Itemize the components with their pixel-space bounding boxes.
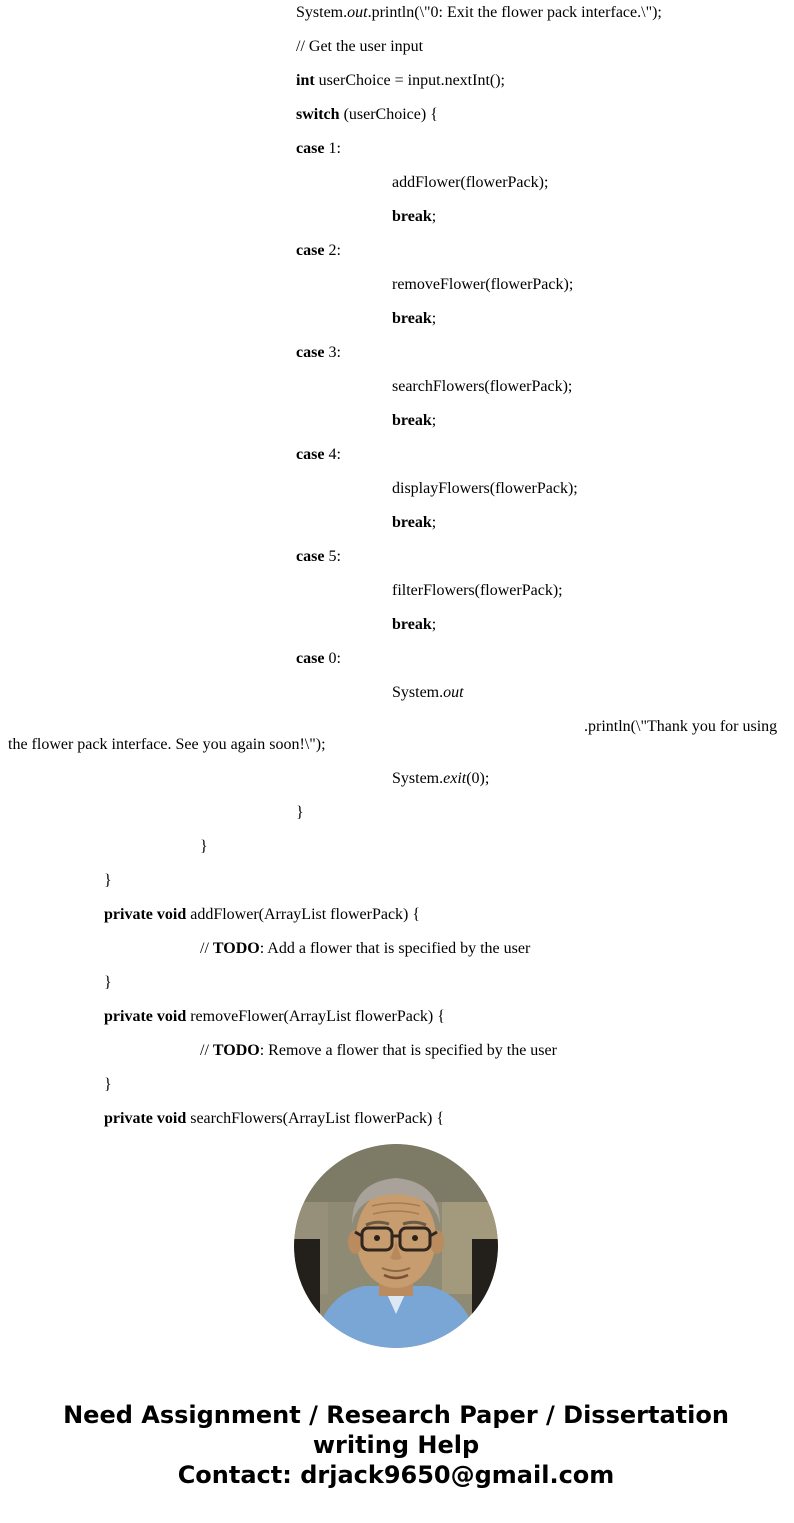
footer-help-line2: writing Help xyxy=(312,1431,480,1459)
code-line xyxy=(296,344,784,362)
code-line xyxy=(104,1076,784,1094)
code-segment: (0); xyxy=(466,770,490,787)
code-line xyxy=(296,106,784,124)
code-segment: TODO xyxy=(212,940,260,957)
code-segment: System. xyxy=(296,4,348,21)
code-segment: out xyxy=(443,684,464,701)
code-line xyxy=(296,650,784,668)
code-segment: private void xyxy=(104,1008,187,1025)
code-segment: break xyxy=(392,310,432,327)
code-line xyxy=(104,872,784,890)
code-line xyxy=(296,446,784,464)
code-segment: out xyxy=(347,4,368,21)
code-segment: private void xyxy=(104,906,187,923)
code-line xyxy=(392,770,784,788)
footer-help-line1: Need Assignment / Research Paper / Dissertation xyxy=(63,1401,729,1429)
code-line xyxy=(104,974,784,992)
portrait-image xyxy=(294,1144,498,1348)
code-line xyxy=(296,804,784,822)
code-segment: 4: xyxy=(324,446,341,463)
footer xyxy=(8,1400,784,1490)
code-segment: : Remove a flower that is specified by the user xyxy=(259,1042,557,1059)
code-segment: userChoice = input.nextInt(); xyxy=(314,72,505,89)
code-line xyxy=(392,582,784,600)
code-segment: 3: xyxy=(324,344,341,361)
code-segment: switch xyxy=(296,106,340,123)
code-segment: break xyxy=(392,208,432,225)
code-line xyxy=(8,718,784,754)
code-segment: 5: xyxy=(324,548,341,565)
code-line xyxy=(200,838,784,856)
code-line xyxy=(104,1008,784,1026)
code-segment: // xyxy=(200,940,213,957)
code-line xyxy=(296,548,784,566)
code-segment: System. xyxy=(392,684,444,701)
code-block xyxy=(8,4,784,1128)
code-segment: ; xyxy=(431,208,437,225)
code-line xyxy=(392,684,784,702)
code-line xyxy=(392,412,784,430)
code-segment: .println(\"Thank you for using the flower pack interface. See you again soon!\"); xyxy=(8,718,778,753)
code-segment: } xyxy=(104,974,112,991)
code-segment: filterFlowers(flowerPack); xyxy=(392,582,563,599)
code-segment: case xyxy=(296,446,325,463)
code-segment: 1: xyxy=(324,140,341,157)
code-line xyxy=(296,72,784,90)
code-segment: } xyxy=(104,1076,112,1093)
code-segment: (userChoice) { xyxy=(339,106,438,123)
person-portrait-graphic xyxy=(294,1144,498,1348)
code-segment: } xyxy=(296,804,304,821)
code-segment: case xyxy=(296,140,325,157)
code-segment: case xyxy=(296,344,325,361)
code-segment: // Get the user input xyxy=(296,38,424,55)
code-line xyxy=(392,480,784,498)
code-segment: break xyxy=(392,514,432,531)
footer-contact: Contact: drjack9650@gmail.com xyxy=(177,1461,615,1489)
code-segment: case xyxy=(296,548,325,565)
code-segment: .println(\"0: Exit the flower pack interface.\"); xyxy=(367,4,662,21)
code-segment: System. xyxy=(392,770,444,787)
code-segment: addFlower(ArrayList flowerPack) { xyxy=(186,906,421,923)
code-line xyxy=(104,1110,784,1128)
code-segment: removeFlower(ArrayList flowerPack) { xyxy=(186,1008,445,1025)
code-segment: // xyxy=(200,1042,213,1059)
code-line xyxy=(392,208,784,226)
code-segment: addFlower(flowerPack); xyxy=(392,174,549,191)
code-segment: break xyxy=(392,616,432,633)
code-segment: searchFlowers(ArrayList flowerPack) { xyxy=(186,1110,445,1127)
code-line xyxy=(296,4,784,22)
code-line xyxy=(296,38,784,56)
code-segment: case xyxy=(296,242,325,259)
code-segment: ; xyxy=(431,412,437,429)
code-segment: TODO xyxy=(212,1042,260,1059)
code-segment: case xyxy=(296,650,325,667)
code-segment: removeFlower(flowerPack); xyxy=(392,276,574,293)
code-line xyxy=(392,514,784,532)
code-line xyxy=(392,616,784,634)
code-line xyxy=(104,906,784,924)
code-line xyxy=(392,310,784,328)
code-segment: 0: xyxy=(324,650,341,667)
code-segment: 2: xyxy=(324,242,341,259)
code-segment: searchFlowers(flowerPack); xyxy=(392,378,573,395)
code-segment: private void xyxy=(104,1110,187,1127)
code-segment: exit xyxy=(443,770,467,787)
code-line xyxy=(392,276,784,294)
code-segment: break xyxy=(392,412,432,429)
code-line xyxy=(200,1042,784,1060)
code-line xyxy=(392,378,784,396)
code-segment: } xyxy=(200,838,208,855)
code-segment: ; xyxy=(431,616,437,633)
code-segment: : Add a flower that is specified by the user xyxy=(259,940,531,957)
code-line xyxy=(200,940,784,958)
code-segment: ; xyxy=(431,514,437,531)
code-segment: ; xyxy=(431,310,437,327)
code-segment: int xyxy=(296,72,315,89)
code-line xyxy=(296,140,784,158)
code-segment: displayFlowers(flowerPack); xyxy=(392,480,578,497)
avatar-photo xyxy=(8,1144,784,1348)
code-segment: } xyxy=(104,872,112,889)
code-line xyxy=(296,242,784,260)
code-line xyxy=(392,174,784,192)
